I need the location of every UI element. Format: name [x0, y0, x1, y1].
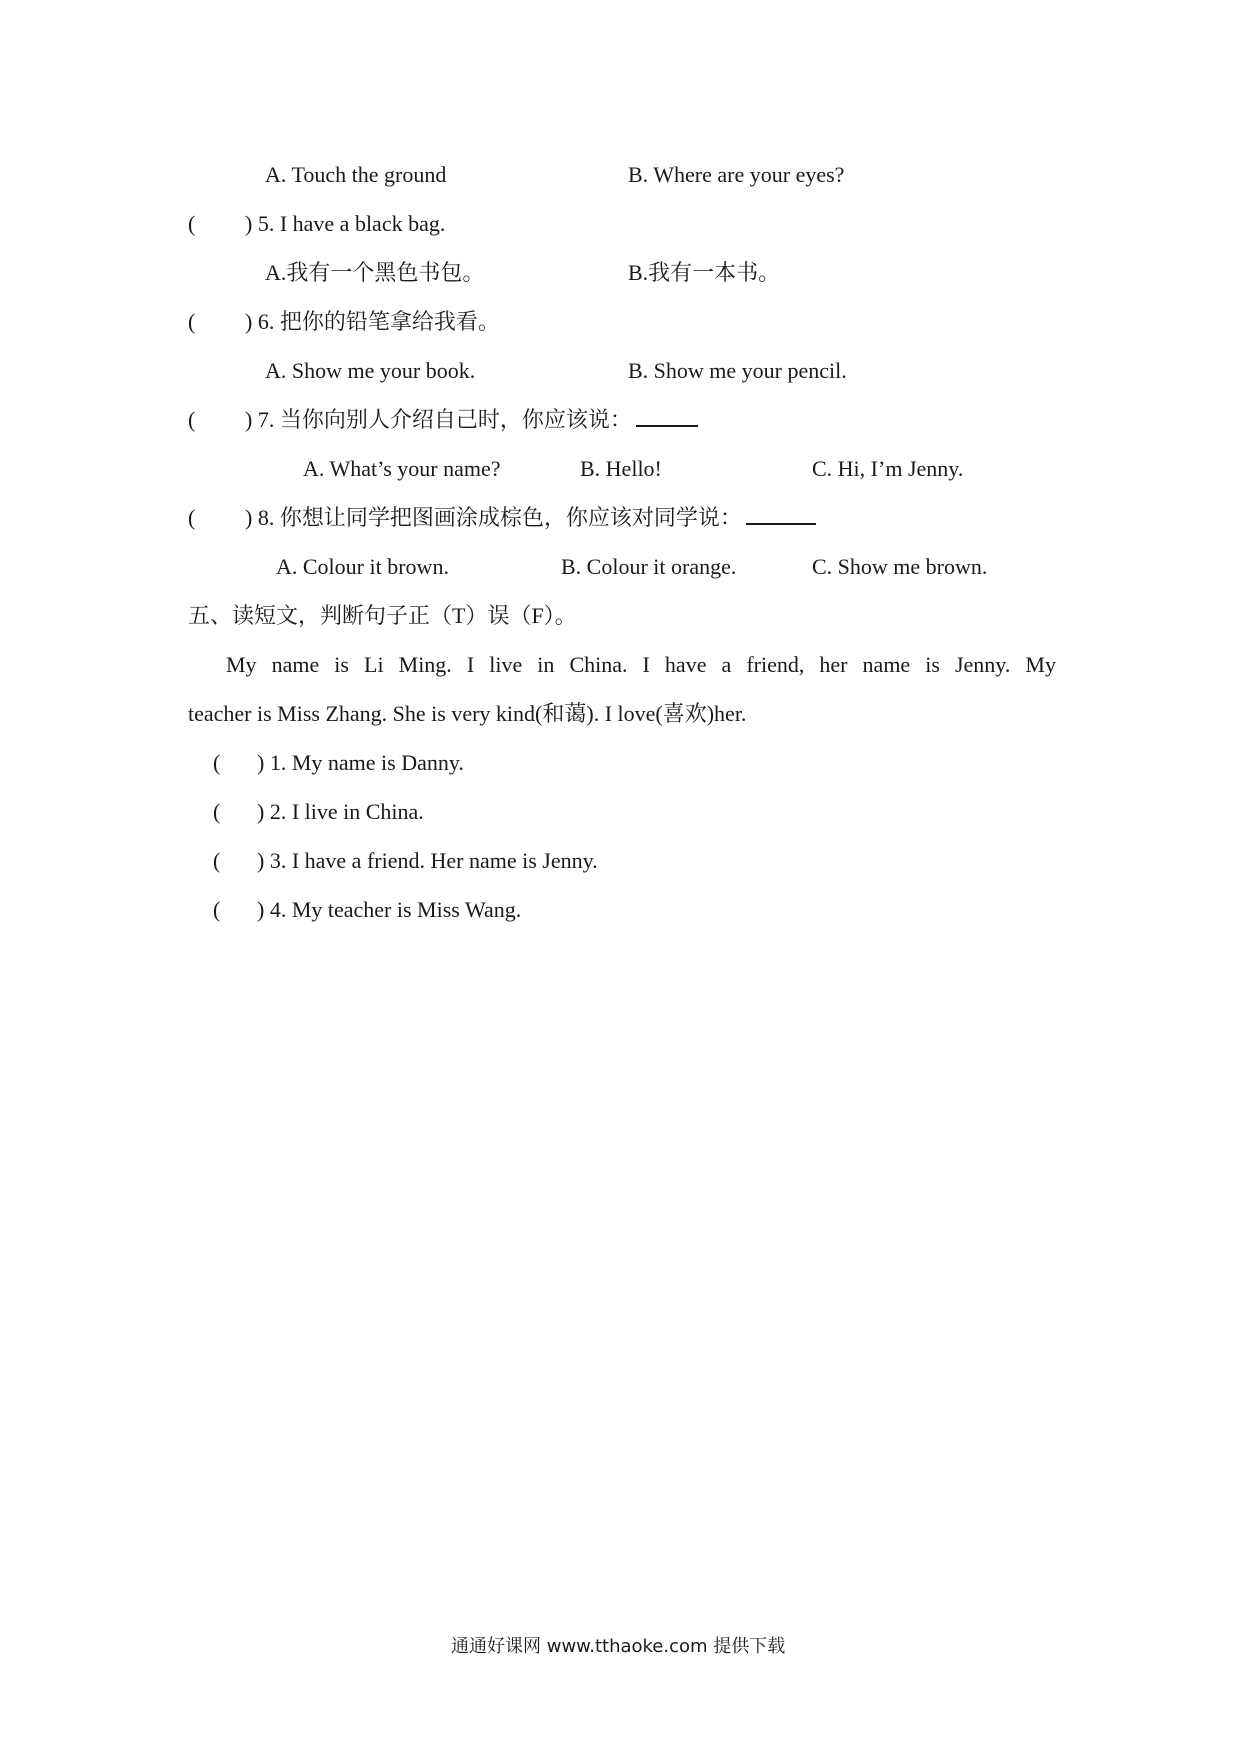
q4-option-b: B. Where are your eyes? — [628, 162, 845, 187]
q8-question-line — [245, 505, 816, 531]
q8-option-a: A. Colour it brown. — [276, 554, 449, 579]
q5-option-b: B.我有一本书。 — [628, 260, 781, 285]
q5-answer-paren: ( — [188, 211, 196, 236]
q7-question-line — [245, 407, 698, 433]
tf-item-4-paren: ( — [213, 897, 221, 922]
tf-item-1-paren: ( — [213, 750, 221, 775]
q5-option-a: A.我有一个黑色书包。 — [265, 260, 485, 285]
q7-answer-blank — [636, 407, 698, 427]
tf-item-1: ) 1. My name is Danny. — [257, 750, 464, 775]
q6-question: ) 6. 把你的铅笔拿给我看。 — [245, 309, 500, 334]
page-footer: 通通好课网 www.tthaoke.com 提供下载 — [451, 1636, 786, 1657]
tf-item-2-paren: ( — [213, 799, 221, 824]
q5-question: ) 5. I have a black bag. — [245, 211, 446, 236]
q7-option-c: C. Hi, I’m Jenny. — [812, 456, 964, 481]
q8-answer-blank — [746, 505, 816, 525]
q8-question: ) 8. 你想让同学把图画涂成棕色，你应该对同学说： — [245, 505, 742, 530]
q7-option-b: B. Hello! — [580, 456, 662, 481]
q8-answer-paren: ( — [188, 505, 196, 530]
q4-option-a: A. Touch the ground — [265, 162, 447, 187]
q6-option-a: A. Show me your book. — [265, 358, 476, 383]
section-heading: 五、读短文，判断句子正（T）误（F）。 — [188, 603, 577, 628]
tf-item-2: ) 2. I live in China. — [257, 799, 424, 824]
tf-item-4: ) 4. My teacher is Miss Wang. — [257, 897, 522, 922]
tf-item-3-paren: ( — [213, 848, 221, 873]
q8-option-b: B. Colour it orange. — [561, 554, 737, 579]
q7-option-a: A. What’s your name? — [303, 456, 501, 481]
q7-question: ) 7. 当你向别人介绍自己时，你应该说： — [245, 407, 632, 432]
q8-option-c: C. Show me brown. — [812, 554, 988, 579]
q7-answer-paren: ( — [188, 407, 196, 432]
passage-line-2: teacher is Miss Zhang. She is very kind(和蔼). I love(喜欢)her. — [188, 701, 747, 726]
tf-item-3: ) 3. I have a friend. Her name is Jenny. — [257, 848, 598, 873]
passage-line-1: My name is Li Ming. I live in China. I have a friend, her name is Jenny. My — [226, 652, 1056, 677]
q6-option-b: B. Show me your pencil. — [628, 358, 847, 383]
q6-answer-paren: ( — [188, 309, 196, 334]
